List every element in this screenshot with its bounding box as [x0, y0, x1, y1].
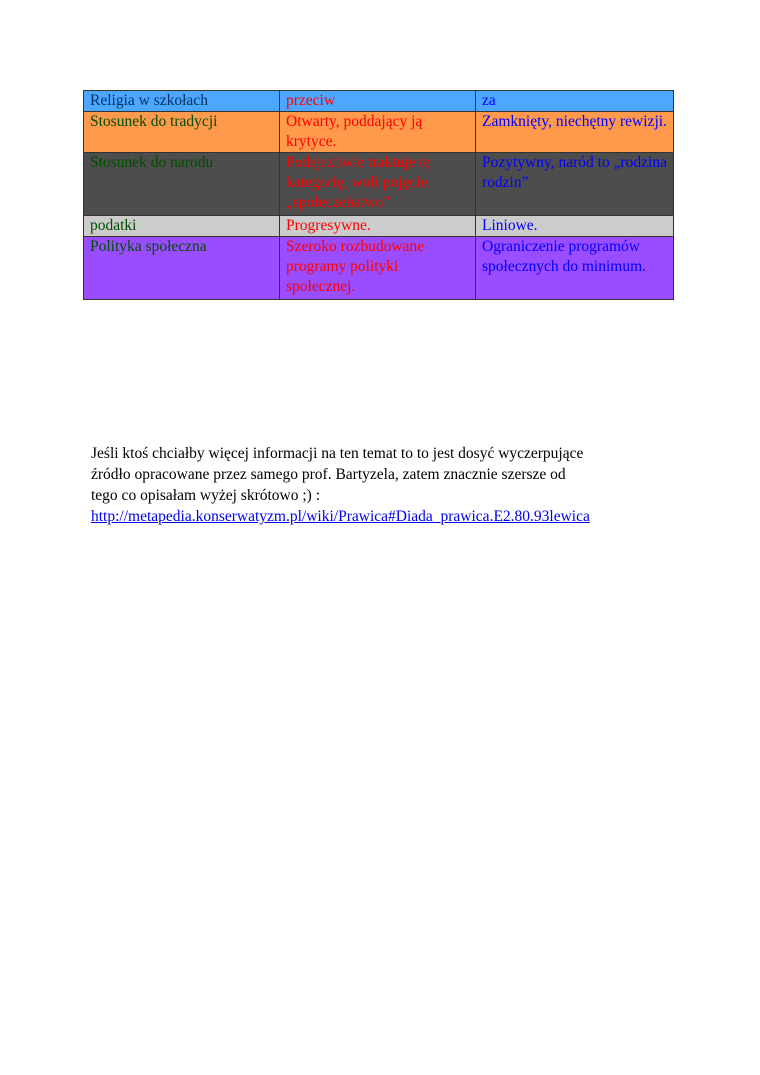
table-row-taxes [84, 216, 674, 237]
right-cell: Zamknięty, niechętny rewizji. [476, 112, 674, 153]
row-label: Stosunek do tradycji [84, 112, 280, 153]
comparison-table [83, 90, 674, 300]
paragraph-line-2: źródło opracowane przez samego prof. Bartyzela, zatem znacznie szersze od [91, 466, 566, 483]
info-paragraph [91, 443, 691, 527]
metapedia-link[interactable]: http://metapedia.konserwatyzm.pl/wiki/Prawica#Diada_prawica.E2.80.93lewica [91, 508, 590, 525]
paragraph-line-3: tego co opisałam wyżej skrótowo ;) : [91, 487, 321, 504]
left-cell: Szeroko rozbudowane programy polityki społecznej. [280, 237, 476, 300]
right-cell: Liniowe. [476, 216, 674, 237]
left-cell: Podejrzliwie traktuje tę kategorię, woli pojęcie „społeczeństwo” [280, 153, 476, 216]
row-label: Religia w szkołach [84, 91, 280, 112]
paragraph-line-1: Jeśli ktoś chciałby więcej informacji na ten temat to to jest dosyć wyczerpujące [91, 445, 584, 462]
left-cell: przeciw [280, 91, 476, 112]
right-cell: Pozytywny, naród to „rodzina rodzin” [476, 153, 674, 216]
table-row-religion [84, 91, 674, 112]
row-label: Stosunek do narodu [84, 153, 280, 216]
table-row-social-policy [84, 237, 674, 300]
left-cell: Progresywne. [280, 216, 476, 237]
row-label: Polityka społeczna [84, 237, 280, 300]
table-row-tradition [84, 112, 674, 153]
row-label: podatki [84, 216, 280, 237]
table-row-nation [84, 153, 674, 216]
right-cell: za [476, 91, 674, 112]
left-cell: Otwarty, poddający ją krytyce. [280, 112, 476, 153]
link-line [91, 506, 691, 527]
right-cell: Ograniczenie programów społecznych do minimum. [476, 237, 674, 300]
